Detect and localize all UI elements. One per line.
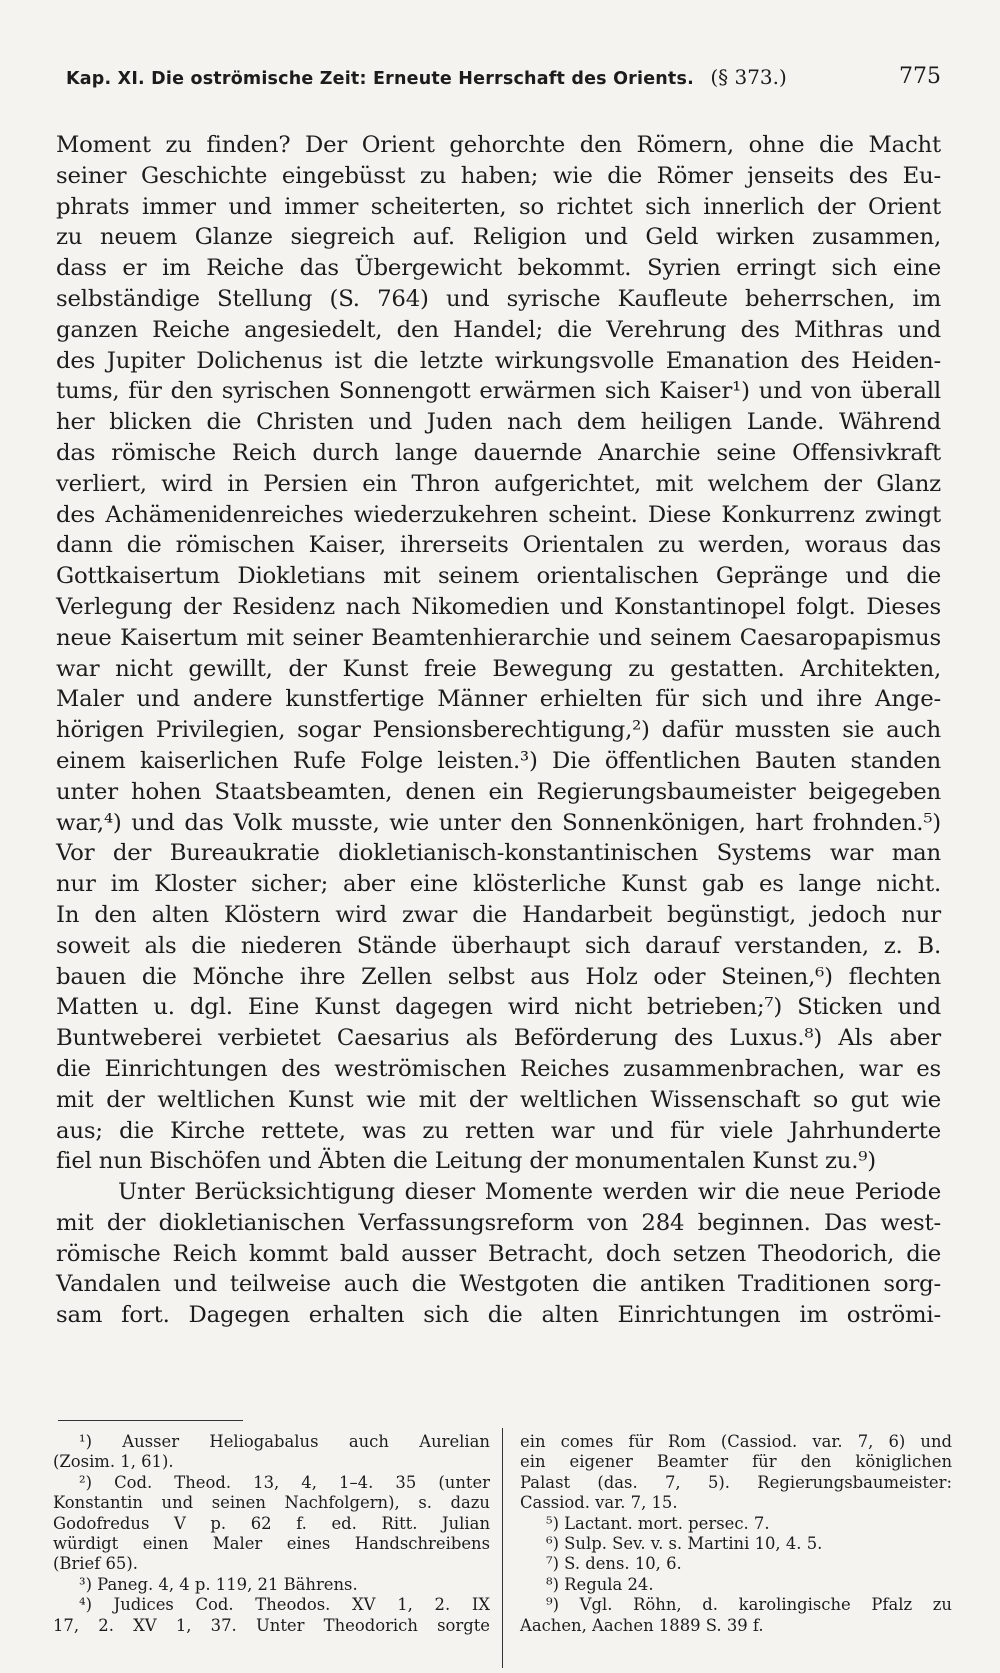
text-line: nur im Kloster sicher; aber eine klösterliche Kunst gab es lange nicht. <box>56 871 941 898</box>
footnote-line: Cassiod. var. 7, 15. <box>520 1493 678 1513</box>
text-line: des Jupiter Dolichenus ist die letzte wirkungsvolle Emanation des Heiden- <box>56 347 941 374</box>
text-line: fiel nun Bischöfen und Äbten die Leitung der monumentalen Kunst zu.⁹) <box>56 1148 876 1175</box>
footnote-line: Konstantin und seinen Nachfolgern), s. dazu <box>53 1493 490 1513</box>
chapter-title: Kap. XI. Die oströmische Zeit: Erneute Herrschaft des Orients. <box>66 69 694 89</box>
footnote-line: ein comes für Rom (Cassiod. var. 7, 6) und <box>520 1432 952 1451</box>
text-line: Verlegung der Residenz nach Nikomedien und Konstantinopel folgt. Dieses <box>56 593 941 620</box>
text-line: neue Kaisertum mit seiner Beamtenhierarchie und seinem Caesaropapismus <box>56 624 941 651</box>
footnote-line: (Brief 65). <box>53 1554 138 1574</box>
footnote-line: 17, 2. XV 1, 37. Unter Theodorich sorgte <box>53 1615 490 1635</box>
text-line: sam fort. Dagegen erhalten sich die alten Einrichtungen im oströmi- <box>56 1302 941 1329</box>
text-line: die Einrichtungen des weströmischen Reiches zusammenbrachen, war es <box>56 1055 941 1082</box>
text-line: mit der weltlichen Kunst wie mit der weltlichen Wissenschaft so gut wie <box>56 1086 941 1113</box>
footnote-line: ein eigener Beamter für den königlichen <box>520 1452 952 1472</box>
footnote-line: würdigt einen Maler eines Handschreibens <box>53 1533 490 1553</box>
footnote-line: ⁹) Vgl. Röhn, d. karolingische Pfalz zu <box>546 1595 952 1615</box>
text-line: dass er im Reiche das Übergewicht bekommt. Syrien erringt sich eine <box>56 255 941 282</box>
text-line: dann die römischen Kaiser, ihrerseits Orientalen zu werden, woraus das <box>56 532 941 559</box>
text-line: bauen die Mönche ihre Zellen selbst aus Holz oder Steinen,⁶) flechten <box>56 963 941 990</box>
text-line: Unter Berücksichtigung dieser Momente werden wir die neue Periode <box>118 1179 941 1206</box>
footnote-line: ⁷) S. dens. 10, 6. <box>546 1554 682 1574</box>
footnotes-right-column <box>520 1432 952 1636</box>
text-line: Matten u. dgl. Eine Kunst dagegen wird nicht betrieben;⁷) Sticken und <box>56 994 941 1021</box>
text-line: Maler und andere kunstfertige Männer erhielten für sich und ihre Ange- <box>56 686 941 713</box>
footnote-separator <box>58 1420 243 1421</box>
text-line: In den alten Klöstern wird zwar die Handarbeit begünstigt, jedoch nur <box>56 901 941 928</box>
text-line: ganzen Reiche angesiedelt, den Handel; die Verehrung des Mithras und <box>56 316 941 343</box>
text-line: das römische Reich durch lange dauernde Anarchie seine Offensivkraft <box>56 439 941 466</box>
text-line: aus; die Kirche rettete, was zu retten war und für viele Jahrhunderte <box>56 1117 941 1144</box>
body-text <box>56 130 941 1331</box>
text-line: Vor der Bureaukratie diokletianisch-konstantinischen Systems war man <box>56 840 941 867</box>
section-reference: (§ 373.) <box>710 65 787 89</box>
page-number: 775 <box>899 64 941 89</box>
footnote-line: ⁸) Regula 24. <box>546 1574 654 1594</box>
text-line: zu neuem Glanze siegreich auf. Religion und Geld wirken zusammen, <box>56 224 941 251</box>
footnotes-left-column <box>53 1432 490 1636</box>
footnote-line: ⁶) Sulp. Sev. v. s. Martini 10, 4. 5. <box>546 1533 823 1553</box>
text-line: war nicht gewillt, der Kunst freie Bewegung zu gestatten. Architekten, <box>56 655 941 682</box>
footnote-line: ⁵) Lactant. mort. persec. 7. <box>546 1513 770 1533</box>
text-line: hörigen Privilegien, sogar Pensionsberechtigung,²) dafür mussten sie auch <box>56 717 941 744</box>
text-line: Buntweberei verbietet Caesarius als Beförderung des Luxus.⁸) Als aber <box>56 1025 941 1052</box>
text-line: römische Reich kommt bald ausser Betracht, doch setzen Theodorich, die <box>56 1240 941 1267</box>
text-line: her blicken die Christen und Juden nach dem heiligen Lande. Während <box>56 409 941 436</box>
text-line: phrats immer und immer scheiterten, so richtet sich innerlich der Orient <box>56 193 941 220</box>
footnote-line: ¹) Ausser Heliogabalus auch Aurelian <box>79 1432 490 1451</box>
footnote-line: ²) Cod. Theod. 13, 4, 1–4. 35 (unter <box>79 1472 490 1492</box>
text-line: Moment zu finden? Der Orient gehorchte den Römern, ohne die Macht <box>56 132 941 158</box>
text-line: unter hohen Staatsbeamten, denen ein Regierungsbaumeister beigegeben <box>56 778 941 805</box>
text-line: einem kaiserlichen Rufe Folge leisten.³) Die öffentlichen Bauten standen <box>56 747 941 774</box>
footnote-line: Aachen, Aachen 1889 S. 39 f. <box>520 1615 764 1635</box>
footnote-line: ³) Paneg. 4, 4 p. 119, 21 Bährens. <box>79 1574 358 1594</box>
footnote-line: Godofredus V p. 62 f. ed. Ritt. Julian <box>53 1513 490 1533</box>
text-line: selbständige Stellung (S. 764) und syrische Kaufleute beherrschen, im <box>56 285 941 312</box>
text-line: Vandalen und teilweise auch die Westgoten die antiken Traditionen sorg- <box>56 1271 941 1298</box>
footnote-line: Palast (das. 7, 5). Regierungsbaumeister: <box>520 1472 952 1492</box>
footnote-column-divider <box>502 1428 503 1668</box>
text-line: Gottkaisertum Diokletians mit seinem orientalischen Gepränge und die <box>56 563 941 590</box>
text-line: soweit als die niederen Stände überhaupt sich darauf verstanden, z. B. <box>56 932 941 959</box>
text-line: mit der diokletianischen Verfassungsreform von 284 beginnen. Das west- <box>56 1209 941 1236</box>
text-line: tums, für den syrischen Sonnengott erwärmen sich Kaiser¹) und von überall <box>56 378 941 405</box>
text-line: war,⁴) und das Volk musste, wie unter den Sonnenkönigen, hart frohnden.⁵) <box>56 809 941 836</box>
running-header <box>66 62 941 94</box>
footnote-line: ⁴) Judices Cod. Theodos. XV 1, 2. IX <box>79 1595 490 1615</box>
footnote-line: (Zosim. 1, 61). <box>53 1452 174 1472</box>
text-line: verliert, wird in Persien ein Thron aufgerichtet, mit welchem der Glanz <box>56 470 941 497</box>
text-line: des Achämenidenreiches wiederzukehren scheint. Diese Konkurrenz zwingt <box>56 501 941 528</box>
text-line: seiner Geschichte eingebüsst zu haben; wie die Römer jenseits des Eu- <box>56 162 941 189</box>
